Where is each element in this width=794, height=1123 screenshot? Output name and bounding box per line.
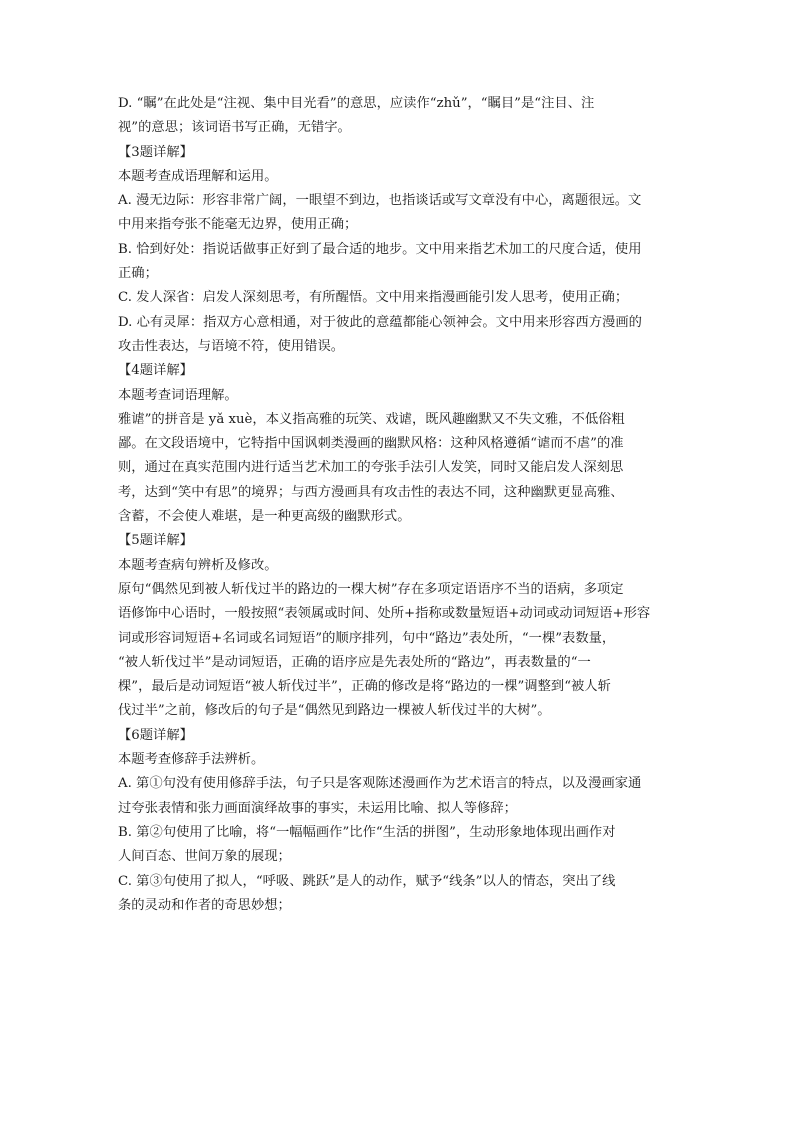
text-line: C. 第③句使用了拟人，“呼吸、跳跃”是人的动作，赋予“线条”以人的情态，突出了线	[118, 873, 616, 889]
section-heading-q6: 【6题详解】	[118, 727, 193, 743]
section-heading-q5: 【5题详解】	[118, 533, 193, 549]
text-line: 则，通过在真实范围内进行适当艺术加工的夸张手法引人发笑，同时又能启发人深刻思	[118, 460, 624, 476]
text-line: 人间百态、世间万象的展现；	[118, 849, 291, 865]
text-line: 本题考查词语理解。	[118, 387, 238, 403]
text-line: “被人斩伐过半”是动词短语，正确的语序应是先表处所的“路边”，再表数量的“一	[118, 654, 591, 670]
section-heading-q4: 【4题详解】	[118, 363, 193, 379]
document-body	[118, 92, 678, 918]
text-line: 含蓄，不会使人难堪，是一种更高级的幽默形式。	[118, 509, 411, 525]
text-line: B. 恰到好处：指说话做事正好到了最合适的地步。文中用来指艺术加工的尺度合适，使用	[118, 241, 642, 257]
text-line: 棵”，最后是动词短语“被人斩伐过半”，正确的修改是将“路边的一棵”调整到“被人斩	[118, 679, 611, 695]
text-line: A. 漫无边际：形容非常广阔，一眼望不到边，也指谈话或写文章没有中心，离题很远。文	[118, 193, 642, 209]
text-line: D. “瞩”在此处是“注视、集中目光看”的意思，应读作“zhǔ”，“瞩目”是“注目、注	[118, 96, 595, 111]
text-line: 正确；	[118, 266, 158, 282]
text-line: 本题考查修辞手法辨析。	[118, 752, 265, 768]
text-line: 伐过半”之前，修改后的句子是“偶然见到路边一棵被人斩伐过半的大树”。	[118, 703, 551, 719]
text-line: 雅谑”的拼音是 yǎ xuè，本义指高雅的玩笑、戏谑，既风趣幽默又不失文雅，不低俗粗	[118, 411, 625, 427]
text-line: 过夸张表情和张力画面演绎故事的事实，未运用比喻、拟人等修辞；	[118, 800, 517, 816]
text-line: 攻击性表达，与语境不符，使用错误。	[118, 338, 345, 354]
text-line: 语修饰中心语时，一般按照“表领属或时间、处所+指称或数量短语+动词或动词短语+形容	[118, 606, 651, 622]
text-line: 中用来指夸张不能毫无边界，使用正确；	[118, 217, 358, 233]
text-line: 本题考查病句辨析及修改。	[118, 557, 278, 573]
text-line: 原句“偶然见到被人斩伐过半的路边的一棵大树”存在多项定语语序不当的语病，多项定	[118, 581, 624, 597]
text-line: B. 第②句使用了比喻，将“一幅幅画作”比作“生活的拼图”，生动形象地体现出画作对	[118, 824, 616, 840]
section-heading-q3: 【3题详解】	[118, 144, 193, 160]
text-line: D. 心有灵犀：指双方心意相通，对于彼此的意蕴都能心领神会。文中用来形容西方漫画的	[118, 314, 642, 330]
text-line: C. 发人深省：启发人深刻思考，有所醒悟。文中用来指漫画能引发人思考，使用正确；	[118, 290, 629, 306]
text-line: 词或形容词短语+名词或名词短语”的顺序排列，句中“路边”表处所，“一棵”表数量，	[118, 630, 616, 646]
text-line: A. 第①句没有使用修辞手法，句子只是客观陈述漫画作为艺术语言的特点，以及漫画家通	[118, 776, 642, 792]
text-line: 条的灵动和作者的奇思妙想；	[118, 897, 291, 913]
text-line: 考，达到“笑中有思”的境界；与西方漫画具有攻击性的表达不同，这种幽默更显高雅、	[118, 484, 624, 500]
text-line: 鄙。在文段语境中，它特指中国讽刺类漫画的幽默风格：这种风格遵循“谑而不虐”的准	[118, 436, 624, 452]
text-line: 视”的意思；该词语书写正确，无错字。	[118, 120, 351, 136]
text-line: 本题考查成语理解和运用。	[118, 168, 278, 184]
